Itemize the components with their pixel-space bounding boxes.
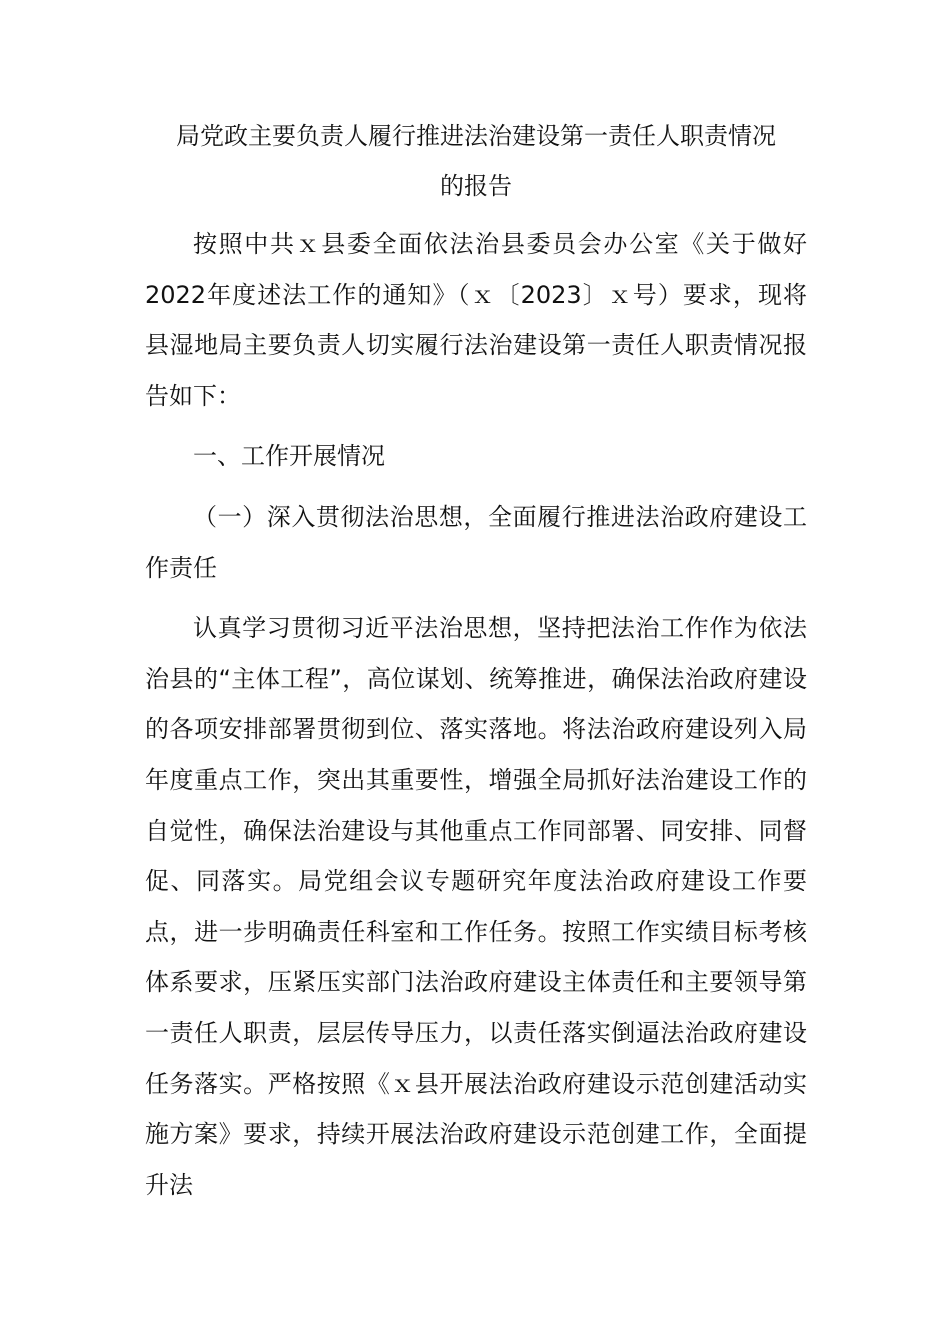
document-title-line-1: 局党政主要负责人履行推进法治建设第一责任人职责情况 (176, 122, 776, 150)
document-title-line-2: 的报告 (440, 172, 512, 200)
section-heading: 一、工作开展情况 (193, 442, 385, 471)
subsection-heading: （一）深入贯彻法治思想，全面履行推进法治政府建设工作责任 (145, 502, 807, 582)
spacer (145, 421, 807, 431)
spacer (145, 482, 807, 492)
body-paragraph: 认真学习贯彻习近平法治思想，坚持把法治工作作为依法治县的“主体工程”，高位谋划、统筹推进，确保法治政府建设的各项安排部署贯彻到位、落实落地。将法治政府建设列入局年度重点工作，突出其重要性，增强全局抓好法治建设工作的自觉性，确保法治建设与其他重点工作同部署、同安排、同督促、同落实。局党组会议专题研究年度法治政府建设工作要点，进一步明确责任科室和工作任务。按照工作实绩目标考核体系要求，压紧压实部门法治政府建设主体责任和主要领导第一责任人职责，层层传导压力，以责任落实倒逼法治政府建设任务落实。严格按照《ｘ县开展法治政府建设示范创建活动实施方案》要求，持续开展法治政府建设示范创建工作，全面提升法 (145, 614, 807, 1199)
intro-paragraph: 按照中共ｘ县委全面依法治县委员会办公室《关于做好2022年度述法工作的通知》（ｘ〔2023〕ｘ号）要求，现将县湿地局主要负责人切实履行法治建设第一责任人职责情况报告如下： (145, 230, 807, 410)
spacer (145, 211, 807, 219)
spacer (145, 593, 807, 603)
document-body (145, 111, 807, 1210)
